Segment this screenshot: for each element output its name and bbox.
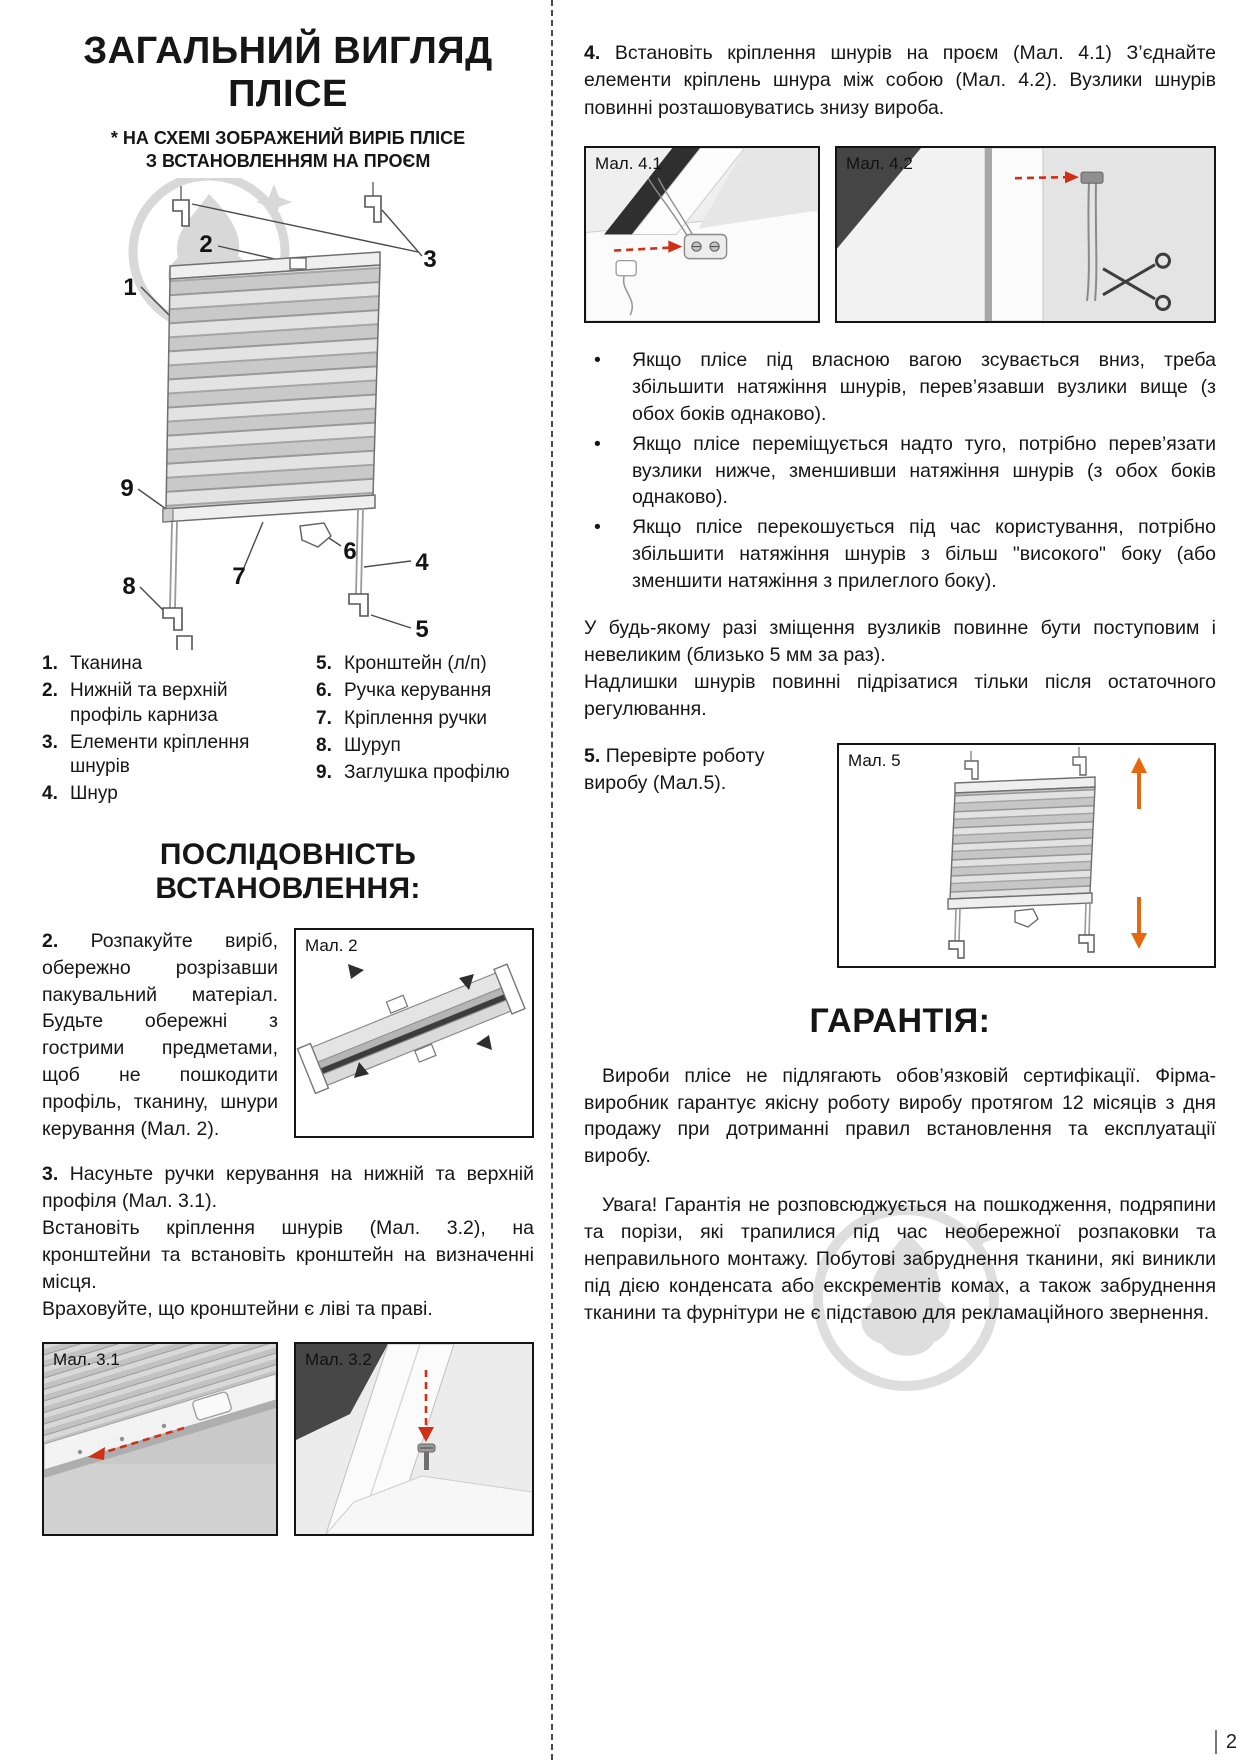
note-1: У будь-якому разі зміщення вузликів повинне бути поступовим і невеликим (близько 5 мм за раз). [584, 617, 1216, 666]
page-title-line1: ЗАГАЛЬНИЙ ВИГЛЯД [83, 30, 493, 72]
step-2-text: Розпакуйте виріб, обережно розрізавши пакувальний матеріал. Будьте обережні з гострими предметами, щоб не пошкодити профіль, тканину, шнури керування (Мал. 2). [42, 929, 278, 1141]
end-cap [163, 508, 173, 522]
cord-bracket-icon [684, 234, 726, 258]
top-handle-clip [290, 258, 306, 269]
adjustment-bullet-list [584, 347, 1216, 595]
bullet-item: • Якщо плісе перекошується під час користування, потрібно збільшити натяжіння шнурів з більш "високого" боку (або зменшити натяжіння з прилеглого боку). [584, 514, 1216, 595]
legend-item: 7. Кріплення ручки [316, 707, 488, 729]
blind-overview-diagram [42, 178, 534, 650]
figure-2-image [296, 930, 532, 1136]
callout-6: 6 [343, 537, 357, 565]
step-3-line2: Встановіть кріплення шнурів (Мал. 3.2), на кронштейни та встановіть кронштейн на визначенні місця. [42, 1216, 534, 1293]
callout-7: 7 [232, 562, 246, 590]
bottom-brackets-icon [163, 594, 368, 650]
parts-legend [42, 652, 534, 810]
figure-3-2 [294, 1342, 534, 1536]
adjustment-notes [584, 615, 1216, 723]
legend-item: 5. Кронштейн (л/п) [316, 652, 487, 674]
test-motion-arrows [1131, 757, 1147, 949]
figure-4-1-label: Мал. 4.1 [595, 153, 662, 173]
callout-9: 9 [120, 474, 134, 502]
left-column [42, 30, 534, 1536]
step-4-paragraph [584, 40, 1216, 122]
step-3-line3: Враховуйте, що кронштейни є ліві та праві. [42, 1297, 433, 1320]
note-2: Надлишки шнурів повинні підрізатися тільки після остаточного регулювання. [584, 670, 1216, 720]
figure-4-1 [584, 146, 820, 323]
callout-4: 4 [415, 548, 429, 576]
bullet-item: • Якщо плісе під власною вагою зсувається вниз, треба збільшити натяжіння шнурів, перев’язавши вузлики вище (з обох боків однаково). [584, 347, 1216, 428]
figure-3-1-image [44, 1344, 276, 1534]
blind-diagram-svg [42, 178, 534, 650]
warranty-paragraph-1: Вироби плісе не підлягають обов’язковій сертифікації. Фірма-виробник гарантує якісну роботу виробу протягом 12 місяців з дня продажу при дотриманні правил встановлення та експлуатації виробу. [584, 1064, 1216, 1168]
figures-4-row [584, 146, 1216, 323]
right-column [584, 40, 1216, 1327]
figure-2 [294, 928, 534, 1138]
page-title [42, 30, 534, 115]
figures-3-row [42, 1342, 534, 1536]
figure-2-label: Мал. 2 [305, 935, 358, 955]
step-5-number: 5. [584, 744, 601, 767]
control-handle [300, 523, 331, 547]
legend-item: 3. Елементи кріплення шнурів [42, 731, 250, 778]
bullet-item: • Якщо плісе переміщується надто туго, потрібно перев’язати вузлики нижче, зменшивши натяжіння шнурів (з обох боків однаково). [584, 431, 1216, 512]
warranty-section-title: ГАРАНТІЯ: [809, 1001, 991, 1040]
figure-3-2-image [296, 1344, 532, 1534]
figure-5 [837, 743, 1216, 968]
step-3-paragraph [42, 1161, 534, 1322]
warranty-paragraph-2-wrap [584, 1192, 1216, 1327]
figure-5-label: Мал. 5 [848, 750, 901, 770]
page-subtitle-line2: З ВСТАНОВЛЕННЯМ НА ПРОЄМ [145, 151, 431, 172]
page-number [1215, 1730, 1237, 1754]
callout-3: 3 [423, 245, 437, 273]
pleated-fabric [166, 265, 380, 510]
callout-8: 8 [122, 572, 136, 600]
figure-4-2-label: Мал. 4.2 [846, 153, 913, 173]
page-number-value: 2 [1225, 1730, 1237, 1753]
page-subtitle-line1: * НА СХЕМІ ЗОБРАЖЕНИЙ ВИРІБ ПЛІСЕ [110, 128, 466, 149]
step-2-row [42, 928, 534, 1143]
step-2-number: 2. [42, 929, 59, 952]
installation-section-title: ПОСЛІДОВНІСТЬ ВСТАНОВЛЕННЯ: [155, 837, 421, 905]
step-5-row [584, 743, 1216, 968]
page-subtitle [42, 127, 534, 174]
page-number-divider [1215, 1730, 1217, 1754]
figure-5-image [839, 745, 1214, 966]
step-3-line1: Насуньте ручки керування на нижній та верхній профіля (Мал. 3.1). [42, 1163, 534, 1212]
cords [170, 508, 363, 608]
legend-item: 1. Тканина [42, 652, 143, 674]
callout-2: 2 [199, 230, 213, 258]
legend-item: 4. Шнур [42, 783, 118, 805]
legend-item: 9. Заглушка профілю [316, 762, 510, 784]
figure-3-1 [42, 1342, 278, 1536]
step-3-number: 3. [42, 1163, 59, 1185]
parts-legend-col1 [42, 652, 304, 810]
callout-5: 5 [415, 615, 429, 643]
legend-item: 6. Ручка керування [316, 680, 492, 702]
page-title-line2: ПЛІСЕ [228, 72, 348, 115]
legend-item: 2. Нижній та верхній профіль карниза [42, 680, 228, 726]
figure-4-2 [835, 146, 1216, 323]
callout-1: 1 [123, 273, 137, 301]
legend-item: 8. Шуруп [316, 734, 401, 756]
parts-legend-col2 [316, 652, 534, 810]
column-divider [551, 0, 553, 1760]
warranty-paragraph-2: Увага! Гарантія не розповсюджується на пошкодження, подряпини та порізи, які трапилися під час необережної розпаковки та неправильного монтажу. Побутові забруднення тканини, які виникли під дією конденсата або екскрементів комах, а також забруднення тканини та фурнітури не є підставою для рекламаційного звернення. [584, 1194, 1216, 1324]
step-4-number: 4. [584, 42, 601, 64]
step-2-paragraph [42, 928, 278, 1143]
figure-3-2-label: Мал. 3.2 [305, 1350, 372, 1370]
step-5-text: Перевірте роботу виробу (Мал.5). [584, 744, 765, 794]
step-5-paragraph [584, 743, 821, 968]
step-4-text: Встановіть кріплення шнурів на проєм (Мал. 4.1) З’єднайте елементи кріплень шнура між собою (Мал. 4.2). Вузлики шнурів повинні розташовуватись знизу вироба. [584, 42, 1217, 119]
figure-3-1-label: Мал. 3.1 [53, 1350, 120, 1370]
